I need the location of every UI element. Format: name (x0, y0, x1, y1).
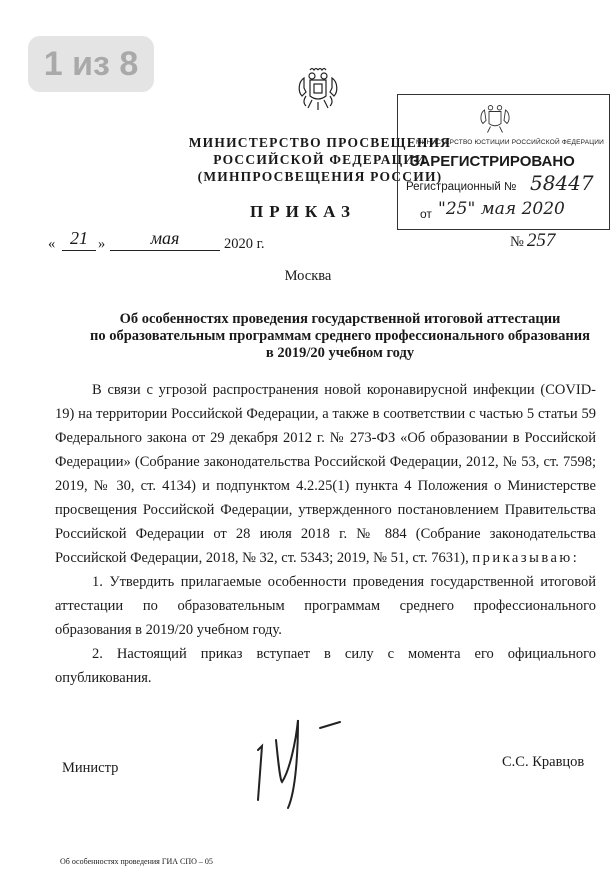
order-number (510, 230, 555, 252)
order-word: ПРИКАЗ (250, 202, 356, 221)
document-body (55, 378, 596, 690)
title-line-1: Об особенностях проведения государственной итоговой аттестации (119, 311, 561, 327)
ministry-line-2: РОССИЙСКОЙ ФЕДЕРАЦИИ (213, 152, 427, 167)
ministry-line-1: МИНИСТЕРСТВО ПРОСВЕЩЕНИЯ (188, 135, 452, 150)
paragraph-item-2: 2. Настоящий приказ вступает в силу с момента его официального опубликования. (55, 646, 596, 686)
footer-note: Об особенностях проведения ГИА СПО – 05 (60, 857, 213, 866)
registration-stamp (397, 94, 610, 230)
title-line-2: по образовательным программам среднего профессионального образования (90, 328, 590, 344)
coat-of-arms-icon (296, 66, 340, 114)
stamp-eagle-icon (478, 101, 512, 137)
order-directive: приказываю: (472, 550, 580, 566)
date-open-quote: « (48, 236, 56, 252)
stamp-date-prefix: от (420, 207, 432, 221)
title-line-3: в 2019/20 учебном году (265, 345, 415, 361)
date-close-quote: » (98, 236, 106, 252)
stamp-date-value: "25" мая 2020 (438, 199, 565, 219)
date-day: 21 (62, 228, 96, 251)
paragraph-item-1: 1. Утвердить прилагаемые особенности проведения государственной итоговой аттестации по образовательным программам среднего профессионального образования в 2019/20 учебном году. (55, 574, 596, 638)
signer-role: Министр (62, 760, 119, 776)
order-number-prefix: № (510, 234, 524, 250)
preamble-text: В связи с угрозой распространения новой коронавирусной инфекции (COVID-19) на территории Российской Федерации, а также в соответствии с частью 5 статьи 59 Федерального закона от 29 декабря 2012 г. № 273-ФЗ «Об образовании в Российской Федерации» (Собрание законодательства Российской Федерации, 2012, № 53, ст. 7598; 2019, № 30, ст. 4134) и подпунктом 4.2.25(1) пункта 4 Положения о Министерстве просвещения Российской Федерации, утвержденного постановлением Правительства Российской Федерации от 28 июля 2018 г. № 884 (Собрание законодательства Российской Федерации, 2018, № 32, ст. 5343; 2019, № 51, ст. 7631), (55, 382, 596, 566)
document-title (80, 311, 600, 362)
paragraph-preamble (55, 378, 596, 570)
order-date (48, 228, 278, 254)
page-indicator-badge: 1 из 8 (28, 36, 154, 92)
stamp-regnum-value: 58447 (530, 171, 594, 195)
date-month: мая (110, 228, 220, 251)
date-year: 2020 г. (224, 236, 265, 252)
stamp-ministry-text: МИНИСТЕРСТВО ЮСТИЦИИ РОССИЙСКОЙ ФЕДЕРАЦИИ (416, 139, 605, 146)
order-number-value: 257 (526, 230, 556, 251)
stamp-registered-text: ЗАРЕГИСТРИРОВАНО (410, 153, 575, 170)
city: Москва (284, 268, 332, 284)
handwritten-signature (236, 700, 386, 810)
ministry-line-3: (МИНПРОСВЕЩЕНИЯ РОССИИ) (197, 169, 443, 184)
stamp-regnum-label: Регистрационный № (406, 181, 517, 193)
signer-name: С.С. Кравцов (502, 754, 585, 770)
